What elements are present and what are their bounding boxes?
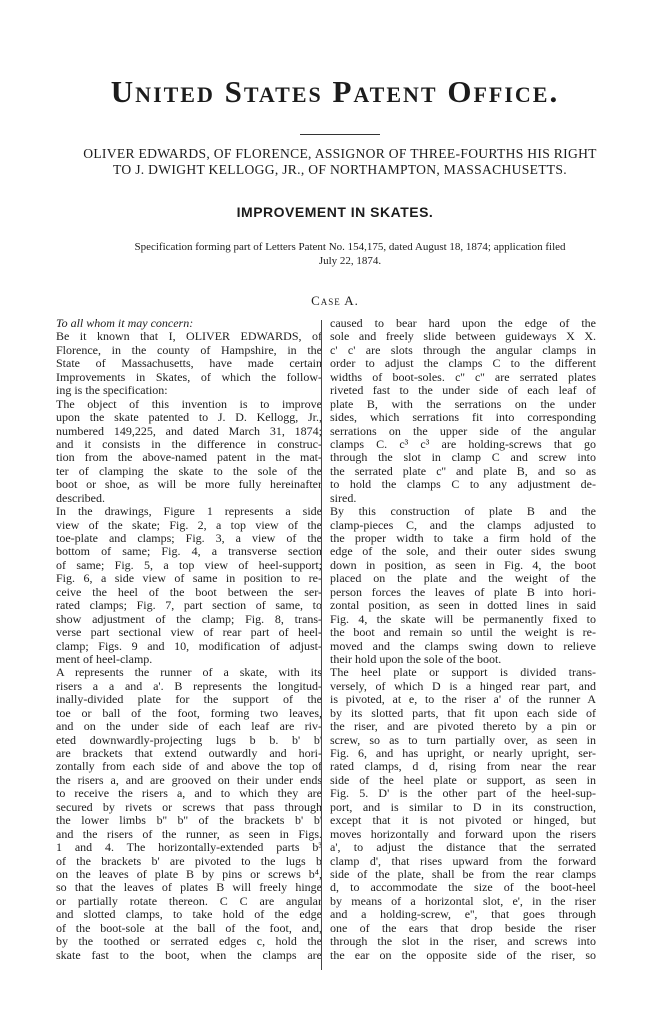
text-line: bottom of same; Fig. 4, a transverse section — [56, 545, 322, 559]
text-line: the risers a, and are grooved on their under ends — [56, 773, 322, 787]
text-line: ing is the specification: — [56, 384, 168, 398]
text-line: except that it is not pivoted or hinged, but — [330, 814, 596, 828]
text-line: risers a a and a'. B represents the longitud- — [56, 679, 322, 693]
text-line: 1 and 4. The horizontally-extended parts b³ — [56, 841, 322, 855]
text-line: Improvements in Skates, of which the follow- — [56, 370, 322, 384]
right-column — [330, 317, 596, 962]
text-line: plate B, with the serrations on the under — [330, 397, 596, 411]
text-line: the serrated plate c'' and plate B, and so as — [330, 464, 596, 478]
parties-line: TO J. DWIGHT KELLOGG, JR., OF NORTHAMPTON, MASSACHUSETTS. — [113, 162, 567, 177]
text-line: of same; Fig. 5, a top view of heel-support; — [56, 558, 322, 572]
text-line: is pivoted, at e, to the riser a' of the runner A — [330, 693, 596, 707]
text-line: and slotted clamps, to take hold of the edge — [56, 908, 322, 922]
text-line: moved and the clamps swing down to relieve — [330, 639, 596, 653]
text-line: by means of a horizontal slot, e', in the riser — [330, 894, 596, 908]
text-line: c' c' are slots through the angular clamps in — [330, 343, 596, 357]
text-line: sole and freely slide between guideways X X. — [330, 330, 596, 344]
text-line: widths of boot-soles. c'' c'' are serrated plates — [330, 370, 596, 384]
text-line: boot or shoe, as will be more fully hereinafter — [56, 478, 322, 492]
text-line: d, to accommodate the size of the boot-heel — [330, 881, 596, 895]
text-line: screw, so as to turn partially over, as seen in — [330, 733, 596, 747]
text-line: The heel plate or support is divided trans- — [330, 666, 596, 680]
text-line: the riser, and are pivoted thereto by a pin or — [330, 720, 596, 734]
text-line: person forces the leaves of plate B into hori- — [330, 585, 596, 599]
text-line: moves horizontally and forward upon the risers — [330, 827, 596, 841]
text-line: verse part sectional view of rear part of heel- — [56, 626, 322, 640]
text-line: the lower limbs b'' b'' of the brackets b' b' — [56, 814, 322, 828]
specification-line — [80, 240, 620, 268]
office-title: United States Patent Office. — [110, 74, 560, 109]
text-line: clamp-pieces C, and the clamps adjusted to — [330, 518, 596, 532]
text-line: ment of heel-clamp. — [56, 652, 153, 666]
text-line: eted downwardly-projecting lugs b b. b' b' — [56, 733, 322, 747]
text-line: and on the under side of each leaf are riv- — [56, 720, 322, 734]
text-line: skate fast to the boot, when the clamps are — [56, 948, 322, 962]
text-line: or partially rotate thereon. C C are angular — [56, 894, 322, 908]
column-divider — [321, 320, 322, 970]
text-line: Fig. 6, a side view of same in position to re- — [56, 572, 322, 586]
text-line: ceive the heel of the boot between the ser- — [56, 585, 322, 599]
text-line: edge of the sole, and their outer sides swung — [330, 545, 596, 559]
text-line: clamps C. c³ c³ are holding-screws that go — [330, 437, 596, 451]
title-rule — [300, 134, 380, 135]
text-line: side of the heel plate or support, as seen in — [330, 773, 596, 787]
text-line: order to adjust the clamps C to the different — [330, 357, 596, 371]
text-line: upon the skate patented to J. D. Kellogg, Jr., — [56, 411, 322, 425]
text-line: A represents the runner of a skate, with its — [56, 666, 322, 680]
text-line: Fig. 5. D' is the other part of the heel-sup- — [330, 787, 596, 801]
text-line: Florence, in the county of Hampshire, in the — [56, 343, 322, 357]
text-line: clamp d', that rises upward from the forward — [330, 854, 596, 868]
text-line: zontal position, as seen in dotted lines in said — [330, 599, 596, 613]
parties-line: OLIVER EDWARDS, OF FLORENCE, ASSIGNOR OF THREE-FOURTHS HIS RIGHT — [83, 146, 597, 161]
improvement-title: IMPROVEMENT IN SKATES. — [236, 204, 434, 220]
text-line: ter of clamping the skate to the sole of the — [56, 464, 322, 478]
text-line: rated clamps, d d, rising from near the rear — [330, 760, 596, 774]
text-line: and the risers of the runner, as seen in Figs. — [56, 827, 322, 841]
text-line: rated clamps; Fig. 7, part section of same, to — [56, 599, 322, 613]
text-line: by its slotted parts, that fit upon each side of — [330, 706, 596, 720]
text-line: zontally from each side of and above the top of — [56, 760, 322, 774]
text-line: To all whom it may concern: — [56, 317, 194, 330]
text-line: on the leaves of plate B by pins or screws b⁴, — [56, 867, 322, 881]
text-line: and a holding-screw, e'', that goes through — [330, 908, 596, 922]
text-line: Fig. 4, the skate will be permanently fixed to — [330, 612, 596, 626]
text-line: By this construction of plate B and the — [330, 505, 596, 519]
text-line: Be it known that I, OLIVER EDWARDS, of — [56, 330, 322, 344]
text-line: described. — [56, 491, 105, 505]
text-line: of the brackets b' are pivoted to the lugs b — [56, 854, 322, 868]
text-line: down in position, as seen in Fig. 4, the boot — [330, 558, 596, 572]
spec-line: July 22, 1874. — [318, 255, 382, 267]
text-line: view of the skate; Fig. 2, a top view of the — [56, 518, 322, 532]
text-line: secured by rivets or screws that pass through — [56, 800, 322, 814]
text-line: the ear on the opposite side of the riser, so — [330, 948, 596, 962]
text-line: one of the ears that drop beside the riser — [330, 921, 596, 935]
text-line: their hold upon the sole of the boot. — [330, 652, 502, 666]
text-line: to hold the clamps C to any adjustment de- — [330, 478, 596, 492]
text-line: State of Massachusetts, have made certain — [56, 357, 322, 371]
text-line: clamp; Figs. 9 and 10, modification of adjust- — [56, 639, 322, 653]
text-line: so that the leaves of plates B will freely hinge — [56, 881, 322, 895]
text-line: of the boot-sole at the ball of the foot, and, — [56, 921, 322, 935]
text-line: show adjustment of the clamp; Fig. 8, trans- — [56, 612, 322, 626]
text-line: toe or ball of the foot, forming two leaves, — [56, 706, 322, 720]
text-line: inally-divided plate for the support of the — [56, 693, 322, 707]
text-line: The object of this invention is to improve — [56, 397, 322, 411]
text-line: tion from the above-named patent in the mat- — [56, 451, 322, 465]
spec-line: Specification forming part of Letters Patent No. 154,175, dated August 18, 1874; application filed — [134, 241, 566, 253]
case-label: Case A. — [311, 293, 359, 308]
text-line: to receive the risers a, and to which they are — [56, 787, 322, 801]
text-line: Fig. 6, and has upright, or nearly upright, ser- — [330, 747, 596, 760]
text-line: sides, which serrations fit into corresponding — [330, 411, 596, 425]
text-line: a', to adjust the distance that the serrated — [330, 841, 596, 855]
text-line: port, and is similar to D in its construction, — [330, 800, 596, 814]
text-line: In the drawings, Figure 1 represents a side — [56, 505, 322, 519]
text-line: placed on the plate and the weight of the — [330, 572, 596, 586]
text-line: serrations on the upper side of the angular — [330, 424, 596, 438]
text-line: and it consists in the difference in construc- — [56, 437, 322, 451]
text-line: side of the plate, shall be from the rear clamps — [330, 867, 596, 881]
text-line: riveted fast to the under side of each leaf of — [330, 384, 596, 398]
text-line: numbered 149,225, and dated March 31, 1874; — [56, 424, 322, 438]
text-line: caused to bear hard upon the edge of the — [330, 317, 596, 330]
text-line: the proper width to take a firm hold of the — [330, 532, 596, 545]
left-column — [56, 317, 322, 962]
parties-block — [60, 146, 620, 178]
text-line: sired. — [330, 491, 357, 505]
text-line: by the toothed or serrated edges c, hold the — [56, 935, 322, 949]
text-line: the boot and remain so until the weight is re- — [330, 626, 596, 640]
text-line: versely, of which D is a hinged rear part, and — [330, 679, 596, 693]
text-line: are brackets that extend outwardly and hori- — [56, 747, 322, 760]
text-line: toe-plate and clamps; Fig. 3, a view of the — [56, 532, 322, 545]
text-line: through the slot in the riser, and screws into — [330, 935, 596, 949]
text-line: through the slot in clamp C and screw into — [330, 451, 596, 465]
